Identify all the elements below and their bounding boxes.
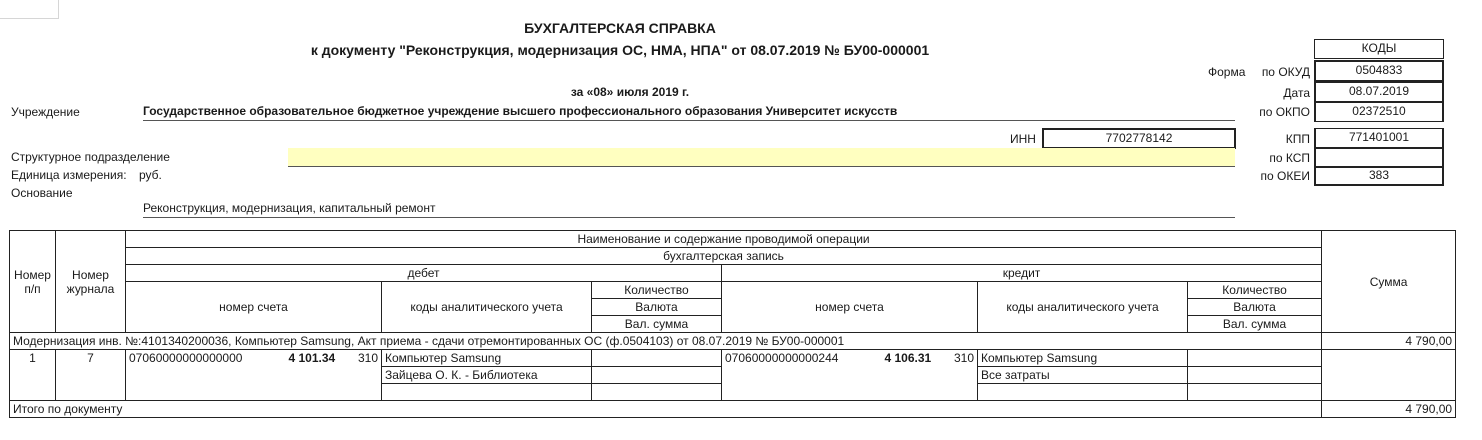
- kpp-value: 771401001: [1314, 128, 1444, 148]
- debit-analytics-header: коды аналитического учета: [382, 282, 592, 333]
- basis-label: Основание: [11, 186, 73, 200]
- date-value: 08.07.2019: [1314, 82, 1444, 102]
- debit-analytics-3: [382, 384, 592, 401]
- kpp-label: КПП: [1285, 132, 1310, 146]
- basis-value: Реконструкция, модернизация, капитальный ремонт: [143, 201, 1235, 218]
- document-subtitle: к документу "Реконструкция, модернизация ОС, НМА, НПА" от 08.07.2019 № БУ00-000001: [310, 42, 930, 58]
- credit-account-header: номер счета: [722, 282, 978, 333]
- credit-cursum-header: Вал. сумма: [1188, 316, 1322, 333]
- unit-label: Единица измерения:: [11, 168, 127, 182]
- debit-cursum: [592, 384, 722, 401]
- division-label: Структурное подразделение: [11, 150, 170, 164]
- debit-cursum-header: Вал. сумма: [592, 316, 722, 333]
- credit-kosgu: 310: [932, 350, 978, 401]
- op-name-header: Наименование и содержание проводимой операции: [126, 231, 1322, 248]
- okpo-value: 02372510: [1314, 102, 1444, 122]
- credit-currency-header: Валюта: [1188, 299, 1322, 316]
- group-title: Модернизация инв. №:4101340200036, Компьютер Samsung, Акт приема - сдачи отремонтированных ОС (ф.0504103) от 08.07.2019 № БУ00-000001: [10, 333, 1322, 350]
- credit-analytics-3: [978, 384, 1188, 401]
- row-num: 1: [10, 350, 56, 401]
- row-sum: [1322, 350, 1456, 401]
- form-label: Форма: [1208, 65, 1246, 79]
- col-sum-header: Сумма: [1322, 231, 1456, 333]
- okud-value: 0504833: [1314, 60, 1444, 82]
- credit-account: 07060000000000244: [722, 350, 882, 401]
- entries-table: [9, 230, 1456, 418]
- okei-label: по ОКЕИ: [1260, 169, 1310, 183]
- table-row: [10, 333, 1456, 350]
- document-period: за «08» июля 2019 г.: [570, 85, 690, 99]
- table-row: [10, 350, 1456, 367]
- sheet-corner: [0, 0, 59, 19]
- inn-label: ИНН: [1010, 132, 1036, 146]
- total-label: Итого по документу: [10, 401, 1322, 418]
- credit-analytics-header: коды аналитического учета: [978, 282, 1188, 333]
- date-label: Дата: [1283, 86, 1310, 100]
- debit-currency-header: Валюта: [592, 299, 722, 316]
- okud-label: по ОКУД: [1261, 65, 1310, 79]
- debit-analytics-1: Компьютер Samsung: [382, 350, 592, 367]
- debit-currency: [592, 367, 722, 384]
- debit-qty: [592, 350, 722, 367]
- credit-qty: [1188, 350, 1322, 367]
- credit-header: кредит: [722, 265, 1322, 282]
- col-num-header: Номер п/п: [10, 231, 56, 333]
- debit-kbk: 4 101.34: [286, 350, 336, 401]
- debit-kosgu: 310: [336, 350, 382, 401]
- okpo-label: по ОКПО: [1259, 105, 1310, 119]
- credit-kbk: 4 106.31: [882, 350, 932, 401]
- debit-account: 07060000000000000: [126, 350, 286, 401]
- unit-value: руб.: [139, 168, 162, 182]
- division-field[interactable]: [288, 148, 1235, 167]
- inn-value: 7702778142: [1042, 128, 1236, 149]
- table-row: [10, 401, 1456, 418]
- total-sum: 4 790,00: [1322, 401, 1456, 418]
- credit-currency: [1188, 367, 1322, 384]
- institution-label: Учреждение: [11, 105, 80, 119]
- debit-header: дебет: [126, 265, 722, 282]
- institution-value: Государственное образовательное бюджетное учреждение высшего профессионального образования Университет искусств: [143, 104, 1235, 121]
- credit-qty-header: Количество: [1188, 282, 1322, 299]
- debit-analytics-2: Зайцева О. К. - Библиотека: [382, 367, 592, 384]
- col-journal-header: Номер журнала: [56, 231, 126, 333]
- ksp-value: [1314, 148, 1444, 168]
- row-journal: 7: [56, 350, 126, 401]
- document-title: БУХГАЛТЕРСКАЯ СПРАВКА: [524, 20, 716, 36]
- entry-header: бухгалтерская запись: [126, 248, 1322, 265]
- credit-cursum: [1188, 384, 1322, 401]
- debit-qty-header: Количество: [592, 282, 722, 299]
- credit-analytics-1: Компьютер Samsung: [978, 350, 1188, 367]
- debit-account-header: номер счета: [126, 282, 382, 333]
- ksp-label: по КСП: [1269, 151, 1310, 165]
- codes-header: КОДЫ: [1314, 39, 1444, 59]
- credit-analytics-2: Все затраты: [978, 367, 1188, 384]
- okei-value: 383: [1314, 166, 1444, 186]
- group-sum: 4 790,00: [1322, 333, 1456, 350]
